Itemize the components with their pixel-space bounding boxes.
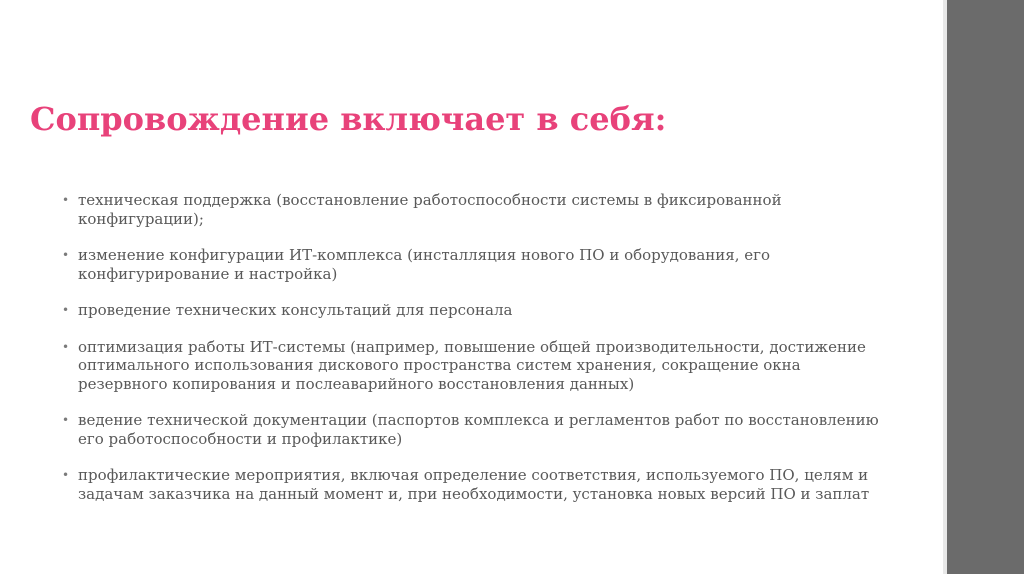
side-bar <box>947 0 1024 574</box>
bullet-dot-icon: • <box>62 303 70 317</box>
bullet-dot-icon: • <box>62 413 70 427</box>
bullet-dot-icon: • <box>62 339 70 354</box>
bullet-dot-icon: • <box>62 468 70 482</box>
bullet-text: ведение технической документации (паспортов комплекса и регламентов работ по восстановлению его работоспособности и профилактике) <box>78 411 879 448</box>
bullet-text: изменение конфигурации ИТ-комплекса (инсталляция нового ПО и оборудования, его конфигурирование и настройка) <box>78 246 771 283</box>
bullet-text: техническая поддержка (восстановление работоспособности системы в фиксированной конфигурации); <box>78 191 782 228</box>
bullet-item <box>62 411 882 448</box>
bullet-item <box>62 338 882 394</box>
bullet-dot-icon: • <box>62 248 70 262</box>
bullet-item <box>62 466 882 503</box>
slide-title: Сопровождение включает в себя: <box>30 100 667 138</box>
bullet-dot-icon: • <box>62 193 70 207</box>
bullet-item <box>62 301 882 320</box>
bullet-text: профилактические мероприятия, включая определение соответствия, используемого ПО, целям и задачам заказчика на данный момент и, при необходимости, установка новых версий ПО и заплат <box>78 466 870 503</box>
bullet-item <box>62 191 882 228</box>
bullet-list <box>62 191 882 521</box>
bullet-text: проведение технических консультаций для персонала <box>78 301 513 319</box>
bullet-text: оптимизация работы ИТ-системы (например, повышение общей производительности, достижение оптимального использования дискового пространства систем хранения, сокращение окна резервного копирования и послеаварийного восстановления данных) <box>78 337 866 393</box>
bullet-item <box>62 246 882 283</box>
